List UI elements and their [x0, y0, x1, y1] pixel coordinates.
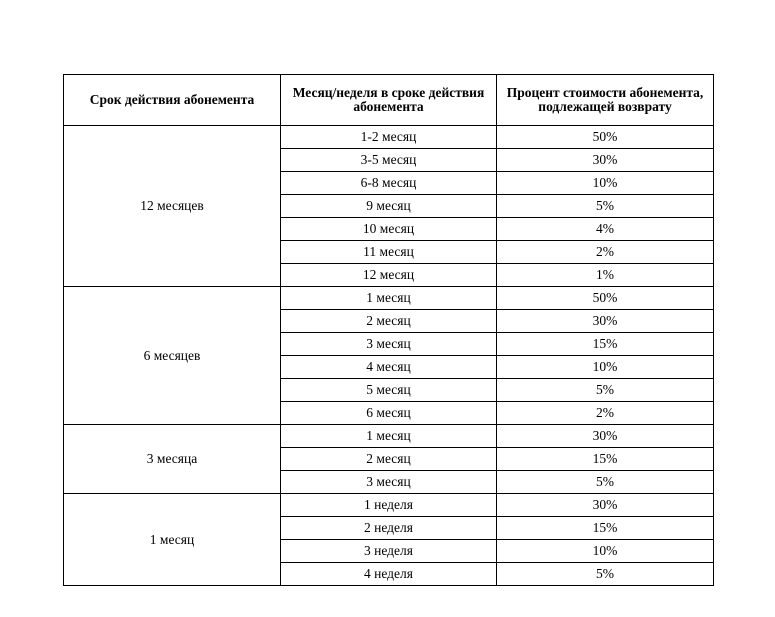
percent-cell: 50% — [497, 287, 714, 310]
percent-cell: 5% — [497, 471, 714, 494]
header-period: Месяц/неделя в сроке действия абонемента — [281, 75, 497, 126]
term-cell: 3 месяца — [64, 425, 281, 494]
period-cell: 4 неделя — [281, 563, 497, 586]
percent-cell: 10% — [497, 356, 714, 379]
percent-cell: 5% — [497, 379, 714, 402]
term-cell: 6 месяцев — [64, 287, 281, 425]
period-cell: 3-5 месяц — [281, 149, 497, 172]
percent-cell: 50% — [497, 126, 714, 149]
period-cell: 6 месяц — [281, 402, 497, 425]
period-cell: 5 месяц — [281, 379, 497, 402]
period-cell: 1 неделя — [281, 494, 497, 517]
header-percent: Процент стоимости абонемента, подлежащей возврату — [497, 75, 714, 126]
period-cell: 3 месяц — [281, 471, 497, 494]
period-cell: 1-2 месяц — [281, 126, 497, 149]
percent-cell: 15% — [497, 333, 714, 356]
percent-cell: 30% — [497, 425, 714, 448]
period-cell: 2 неделя — [281, 517, 497, 540]
period-cell: 1 месяц — [281, 287, 497, 310]
percent-cell: 30% — [497, 494, 714, 517]
percent-cell: 1% — [497, 264, 714, 287]
percent-cell: 10% — [497, 172, 714, 195]
header-row — [64, 75, 714, 126]
percent-cell: 10% — [497, 540, 714, 563]
percent-cell: 15% — [497, 517, 714, 540]
table-row — [64, 287, 714, 310]
period-cell: 9 месяц — [281, 195, 497, 218]
table-row — [64, 126, 714, 149]
percent-cell: 30% — [497, 310, 714, 333]
period-cell: 6-8 месяц — [281, 172, 497, 195]
percent-cell: 4% — [497, 218, 714, 241]
table-row — [64, 494, 714, 517]
percent-cell: 15% — [497, 448, 714, 471]
period-cell: 4 месяц — [281, 356, 497, 379]
term-cell: 1 месяц — [64, 494, 281, 586]
period-cell: 11 месяц — [281, 241, 497, 264]
period-cell: 3 месяц — [281, 333, 497, 356]
percent-cell: 5% — [497, 563, 714, 586]
period-cell: 2 месяц — [281, 310, 497, 333]
period-cell: 2 месяц — [281, 448, 497, 471]
percent-cell: 5% — [497, 195, 714, 218]
period-cell: 12 месяц — [281, 264, 497, 287]
period-cell: 1 месяц — [281, 425, 497, 448]
percent-cell: 2% — [497, 241, 714, 264]
table-row — [64, 425, 714, 448]
period-cell: 10 месяц — [281, 218, 497, 241]
refund-table — [63, 74, 714, 586]
term-cell: 12 месяцев — [64, 126, 281, 287]
period-cell: 3 неделя — [281, 540, 497, 563]
percent-cell: 30% — [497, 149, 714, 172]
header-term: Срок действия абонемента — [64, 75, 281, 126]
percent-cell: 2% — [497, 402, 714, 425]
